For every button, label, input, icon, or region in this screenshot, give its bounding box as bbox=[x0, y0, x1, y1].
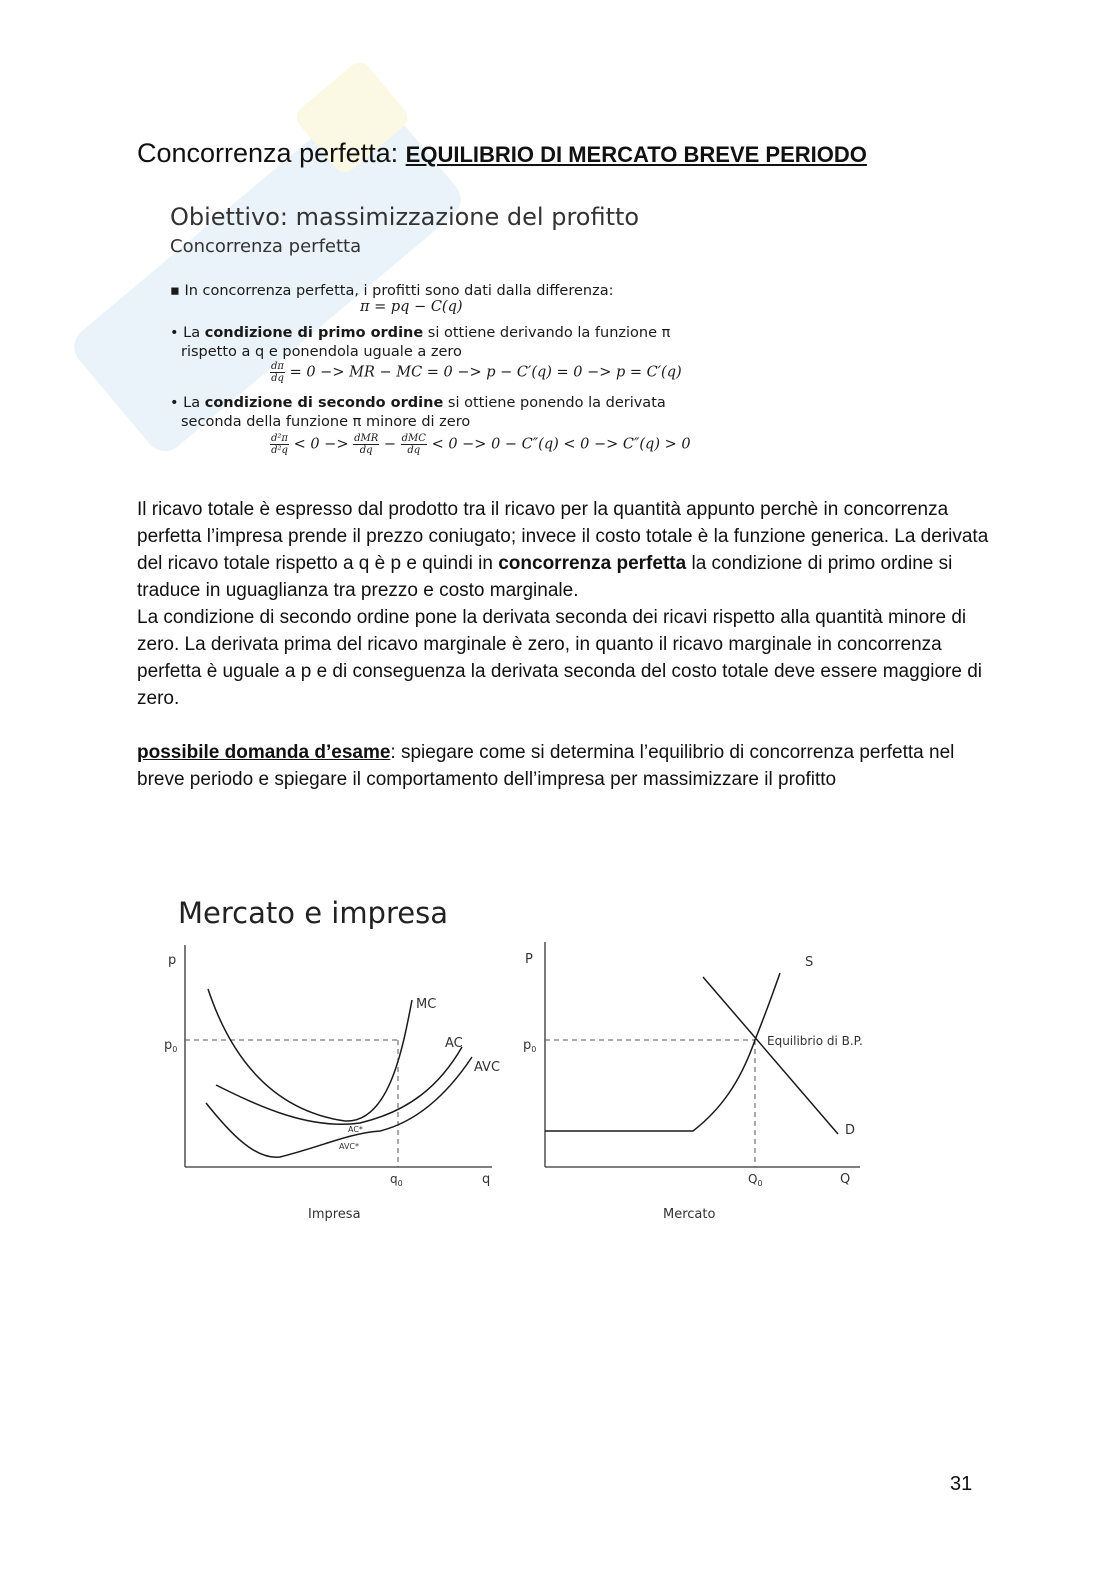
bullet-marker: • bbox=[170, 395, 184, 411]
market-price-label bbox=[523, 1038, 536, 1054]
firm-price-letter: p bbox=[164, 1038, 173, 1053]
paragraph-1 bbox=[137, 496, 997, 604]
firm-caption: Impresa bbox=[308, 1207, 361, 1222]
first-order-chain: = 0 −> MR − MC = 0 −> p − C′(q) = 0 −> p = C′(q) bbox=[289, 364, 682, 381]
label-ac-min: AC* bbox=[348, 1125, 363, 1134]
frac-num: dMC bbox=[401, 433, 426, 444]
frac-num: dπ bbox=[271, 361, 284, 372]
market-qty-label bbox=[748, 1172, 763, 1188]
slide-title: Obiettivo: massimizzazione del profitto bbox=[170, 203, 640, 231]
firm-qty-label bbox=[390, 1172, 403, 1188]
bullet-marker: • bbox=[170, 325, 184, 341]
firm-mc-curve bbox=[208, 989, 412, 1121]
market-x-label: Q bbox=[840, 1172, 851, 1187]
frac-num: d²π bbox=[271, 433, 288, 444]
diagram-title: Mercato e impresa bbox=[178, 896, 448, 930]
label-avc: AVC bbox=[474, 1060, 501, 1075]
exam-label: possibile domanda d’esame bbox=[137, 742, 391, 763]
firm-ac-curve bbox=[216, 1047, 462, 1124]
bullet-3-bold: condizione di secondo ordine bbox=[204, 395, 444, 411]
exam-text: : spiegare come si determina l’equilibrio di concorrenza perfetta nel breve periodo e spiegare il comportamento dell’impresa per massimizzare il profitto bbox=[137, 742, 955, 790]
label-avc-min: AVC* bbox=[339, 1142, 360, 1151]
bullet-2 bbox=[170, 323, 670, 343]
label-mc: MC bbox=[416, 997, 437, 1012]
label-supply: S bbox=[805, 955, 814, 970]
minus-sign: − bbox=[383, 436, 397, 453]
frac-den: dq bbox=[359, 445, 373, 456]
bullet-2-bold: condizione di primo ordine bbox=[204, 325, 424, 341]
second-order-chain: < 0 −> 0 − C″(q) < 0 −> C″(q) > 0 bbox=[431, 436, 691, 453]
second-order-formula bbox=[270, 433, 691, 456]
market-caption: Mercato bbox=[663, 1207, 716, 1222]
label-equilibrium: Equilibrio di B.P. bbox=[767, 1034, 863, 1048]
frac-den: dq bbox=[407, 445, 421, 456]
second-order-lt: < 0 −> bbox=[293, 436, 349, 453]
paragraph-1-part1: Il ricavo totale è espresso dal prodotto tra il ricavo per la quantità appunto perchè in concorrenza perfetta l’impresa prende il prezzo coniugato; invece il costo totale è la funzione generica. La derivata del ricavo totale rispetto a q è p e quindi in bbox=[137, 499, 989, 574]
fraction-dpi-dq bbox=[270, 361, 285, 384]
exam-question bbox=[137, 739, 997, 793]
profit-formula: π = pq − C(q) bbox=[360, 299, 463, 315]
firm-price-label bbox=[164, 1038, 177, 1054]
bullet-2-line2: rispetto a q e ponendola uguale a zero bbox=[181, 344, 462, 360]
bullet-3-post: si ottiene ponendo la derivata bbox=[443, 395, 666, 411]
bullet-marker: ▪ bbox=[170, 283, 185, 299]
paragraph-1-bold: concorrenza perfetta bbox=[498, 553, 687, 574]
market-firm-diagram bbox=[150, 885, 890, 1245]
first-order-formula bbox=[270, 361, 682, 384]
label-demand: D bbox=[845, 1123, 856, 1138]
fraction-dmc bbox=[401, 433, 427, 456]
market-price-letter: p bbox=[523, 1038, 532, 1053]
bullet-2-pre: La bbox=[183, 325, 205, 341]
page-title bbox=[137, 136, 867, 172]
firm-qty-letter: q bbox=[390, 1172, 398, 1186]
title-emphasis: EQUILIBRIO DI MERCATO BREVE PERIODO bbox=[405, 142, 867, 167]
frac-den: dq bbox=[271, 373, 284, 384]
bullet-3-pre: La bbox=[183, 395, 205, 411]
fraction-dmr bbox=[353, 433, 379, 456]
supply-curve bbox=[545, 973, 780, 1131]
market-price-sub: 0 bbox=[531, 1045, 537, 1054]
fraction-d2pi bbox=[270, 433, 289, 456]
bullet-3-line2: seconda della funzione π minore di zero bbox=[181, 414, 471, 430]
paragraph-2: La condizione di secondo ordine pone la derivata seconda dei ricavi rispetto alla quantità minore di zero. La derivata prima del ricavo marginale è zero, in quanto il ricavo marginale in concorrenza perfetta è uguale a p e di conseguenza la derivata seconda del costo totale deve essere maggiore di zero. bbox=[137, 607, 983, 709]
firm-y-label: p bbox=[168, 953, 177, 968]
market-y-label: P bbox=[525, 952, 533, 967]
market-panel bbox=[523, 942, 863, 1222]
slide-subtitle: Concorrenza perfetta bbox=[170, 236, 362, 257]
frac-num: dMR bbox=[354, 433, 379, 444]
bullet-2-post: si ottiene derivando la funzione π bbox=[423, 325, 671, 341]
market-qty-sub: 0 bbox=[757, 1179, 763, 1188]
label-ac: AC bbox=[445, 1036, 463, 1051]
frac-den: d²q bbox=[271, 445, 288, 456]
market-qty-letter: Q bbox=[748, 1172, 758, 1186]
firm-price-sub: 0 bbox=[172, 1045, 178, 1054]
firm-panel bbox=[164, 945, 500, 1222]
page-number: 31 bbox=[950, 1473, 973, 1495]
firm-x-label: q bbox=[482, 1172, 491, 1187]
paragraph-1-part2: la condizione di primo ordine si traduce in uguaglianza tra prezzo e costo marginale. bbox=[137, 553, 953, 601]
title-plain: Concorrenza perfetta: bbox=[137, 138, 399, 168]
bullet-1-text: In concorrenza perfetta, i profitti sono dati dalla differenza: bbox=[184, 283, 614, 299]
firm-qty-sub: 0 bbox=[397, 1179, 403, 1188]
bullet-1 bbox=[170, 281, 613, 301]
bullet-3 bbox=[170, 393, 666, 413]
